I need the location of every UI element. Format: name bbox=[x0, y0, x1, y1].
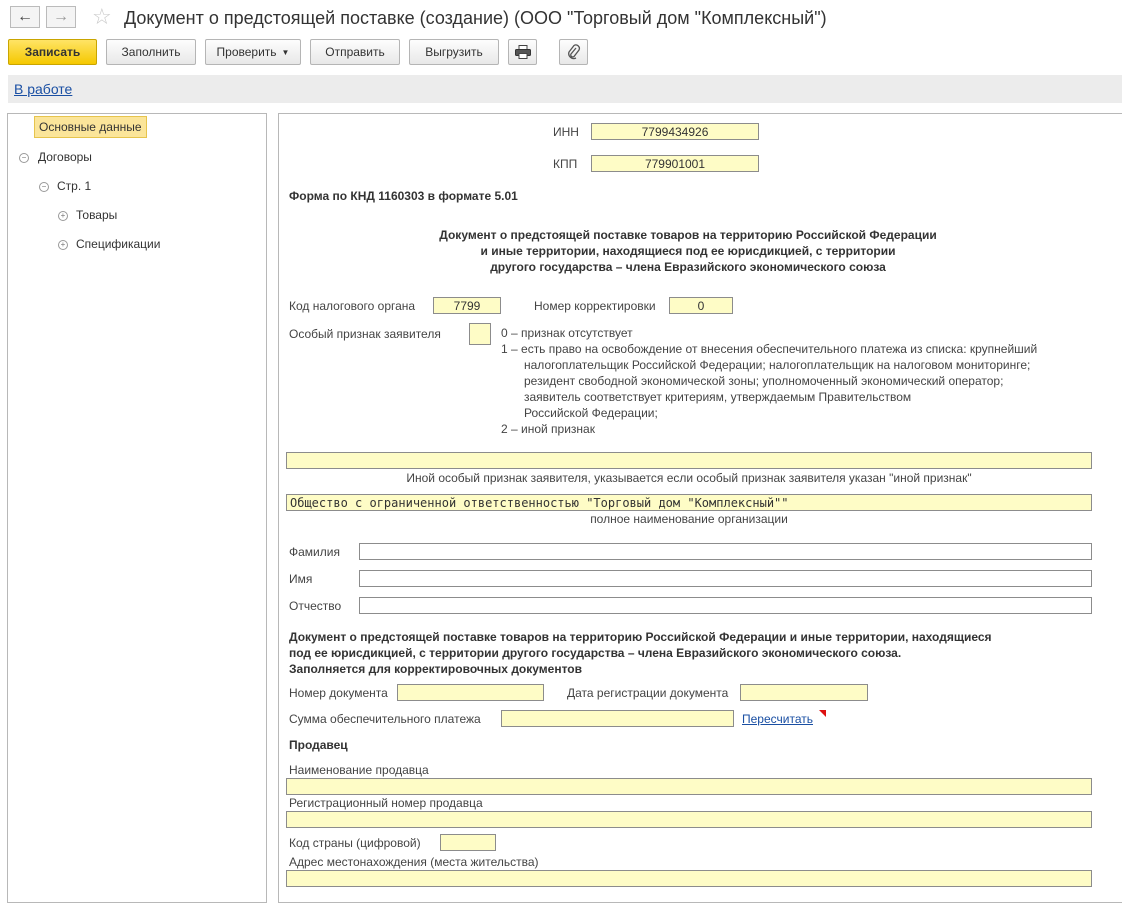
name-field[interactable] bbox=[359, 570, 1092, 587]
corr-number-label: Номер корректировки bbox=[534, 299, 656, 313]
other-special-sign-caption: Иной особый признак заявителя, указывается если особый признак заявителя указан "иной признак" bbox=[406, 471, 972, 485]
other-special-sign-field[interactable] bbox=[286, 452, 1092, 469]
send-button[interactable]: Отправить bbox=[310, 39, 400, 65]
seller-name-label: Наименование продавца bbox=[289, 763, 429, 777]
doc-title-line3: другого государства – члена Евразийского экономического союза bbox=[490, 260, 886, 274]
recalculate-link[interactable]: Пересчитать bbox=[742, 712, 813, 726]
tree-item-contracts[interactable]: Договоры bbox=[38, 150, 92, 164]
surname-label: Фамилия bbox=[289, 545, 340, 559]
surname-field[interactable] bbox=[359, 543, 1092, 560]
tree-item-page1[interactable]: Стр. 1 bbox=[57, 179, 92, 193]
inn-field[interactable]: 7799434926 bbox=[591, 123, 759, 140]
seller-heading: Продавец bbox=[289, 738, 348, 752]
inn-label: ИНН bbox=[553, 125, 579, 139]
form-code: Форма по КНД 1160303 в формате 5.01 bbox=[289, 189, 518, 203]
arrow-right-icon: → bbox=[53, 8, 69, 25]
section-tree bbox=[7, 113, 267, 903]
option-1-line3: резидент свободной экономической зоны; уполномоченный экономический оператор; bbox=[524, 374, 1004, 388]
expand-icon[interactable]: + bbox=[58, 240, 68, 250]
org-name-field[interactable]: Общество с ограниченной ответственностью "Торговый дом "Комплексный"" bbox=[286, 494, 1092, 511]
check-button-label: Проверить bbox=[216, 45, 277, 59]
reg-date-field[interactable] bbox=[740, 684, 868, 701]
doc-title-line1: Документ о предстоящей поставке товаров на территорию Российской Федерации bbox=[439, 228, 937, 242]
attach-button[interactable] bbox=[559, 39, 588, 65]
seller-reg-field[interactable] bbox=[286, 811, 1092, 828]
patronymic-label: Отчество bbox=[289, 599, 342, 613]
security-sum-field[interactable] bbox=[501, 710, 734, 727]
caret-down-icon: ▼ bbox=[281, 47, 290, 57]
expand-icon[interactable]: + bbox=[58, 211, 68, 221]
kpp-field[interactable]: 779901001 bbox=[591, 155, 759, 172]
seller-name-field[interactable] bbox=[286, 778, 1092, 795]
address-field[interactable] bbox=[286, 870, 1092, 887]
collapse-icon[interactable]: − bbox=[39, 182, 49, 192]
special-sign-field[interactable] bbox=[469, 323, 491, 345]
option-1-line2: налогоплательщик Российской Федерации; налогоплательщик на налоговом мониторинге; bbox=[524, 358, 1031, 372]
corr-doc-line2: под ее юрисдикцией, с территории другого государства – члена Евразийского экономического союза. bbox=[289, 646, 902, 660]
fill-button[interactable]: Заполнить bbox=[106, 39, 196, 65]
in-work-link[interactable]: В работе bbox=[14, 81, 73, 97]
corner-marker-icon bbox=[819, 710, 826, 717]
kpp-label: КПП bbox=[553, 157, 578, 171]
window-title: Документ о предстоящей поставке (создание) (ООО "Торговый дом "Комплексный") bbox=[124, 8, 827, 28]
print-button[interactable] bbox=[508, 39, 537, 65]
org-name-caption: полное наименование организации bbox=[590, 512, 788, 526]
check-button[interactable] bbox=[205, 39, 301, 65]
seller-reg-label: Регистрационный номер продавца bbox=[289, 796, 483, 810]
country-code-label: Код страны (цифровой) bbox=[289, 836, 421, 850]
option-1-line5: Российской Федерации; bbox=[524, 406, 658, 420]
tax-code-label: Код налогового органа bbox=[289, 299, 416, 313]
paperclip-icon bbox=[567, 44, 581, 60]
special-sign-label: Особый признак заявителя bbox=[289, 327, 441, 341]
option-2: 2 – иной признак bbox=[501, 422, 595, 436]
back-button[interactable] bbox=[10, 6, 40, 28]
form-panel bbox=[278, 113, 1122, 903]
corr-doc-line3: Заполняется для корректировочных документов bbox=[289, 662, 583, 676]
country-code-field[interactable] bbox=[440, 834, 496, 851]
tree-item-goods[interactable]: Товары bbox=[76, 208, 118, 222]
tax-code-field[interactable]: 7799 bbox=[433, 297, 501, 314]
name-label: Имя bbox=[289, 572, 313, 586]
corr-doc-line1: Документ о предстоящей поставке товаров на территорию Российской Федерации и иные территории, находящиеся bbox=[289, 630, 992, 644]
doc-number-field[interactable] bbox=[397, 684, 544, 701]
option-1-line4: заявитель соответствует критериям, утверждаемым Правительством bbox=[524, 390, 912, 404]
forward-button[interactable] bbox=[46, 6, 76, 28]
option-1-line1: 1 – есть право на освобождение от внесения обеспечительного платежа из списка: крупнейший bbox=[501, 342, 1038, 356]
tree-item-specifications[interactable]: Спецификации bbox=[76, 237, 161, 251]
star-icon[interactable]: ☆ bbox=[92, 4, 112, 29]
collapse-icon[interactable]: − bbox=[19, 153, 29, 163]
arrow-left-icon: ← bbox=[17, 8, 33, 25]
patronymic-field[interactable] bbox=[359, 597, 1092, 614]
option-0: 0 – признак отсутствует bbox=[501, 326, 633, 340]
doc-number-label: Номер документа bbox=[289, 686, 388, 700]
address-label: Адрес местонахождения (места жительства) bbox=[289, 855, 539, 869]
corr-number-field[interactable]: 0 bbox=[669, 297, 733, 314]
security-sum-label: Сумма обеспечительного платежа bbox=[289, 712, 481, 726]
printer-icon bbox=[515, 45, 531, 59]
reg-date-label: Дата регистрации документа bbox=[567, 686, 729, 700]
tree-item-main-data[interactable]: Основные данные bbox=[34, 116, 147, 138]
status-strip bbox=[8, 75, 1122, 103]
export-button[interactable]: Выгрузить bbox=[409, 39, 499, 65]
doc-title-line2: и иные территории, находящиеся под ее юрисдикцией, с территории bbox=[480, 244, 896, 258]
write-button[interactable]: Записать bbox=[8, 39, 97, 65]
